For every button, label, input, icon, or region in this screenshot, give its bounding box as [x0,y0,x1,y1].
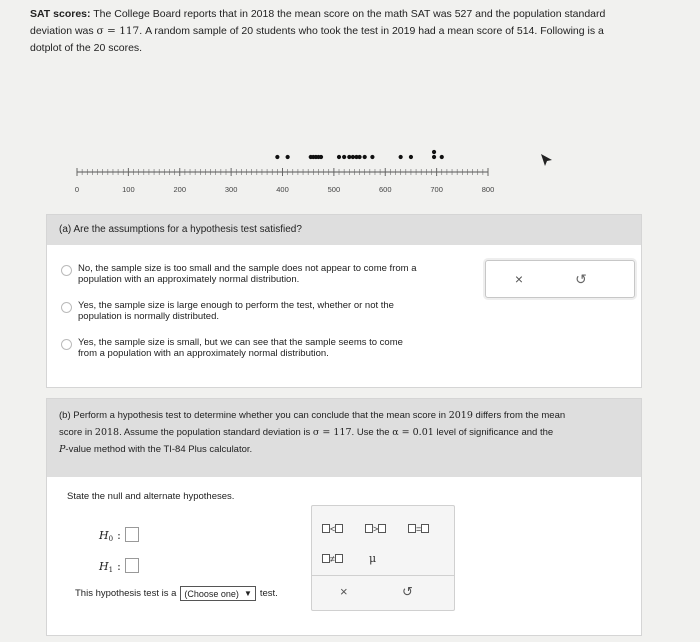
h1-input[interactable] [125,558,139,573]
option-a3-line1: Yes, the sample size is small, but we can see that the sample seems to come [78,337,403,348]
part-b-text: -value method with the TI-84 Plus calculator. [65,444,253,455]
greater-than-button[interactable] [365,524,386,534]
option-a1-line2: population with an approximately normal distribution. [78,274,300,285]
data-point [409,155,413,159]
data-point [351,155,355,159]
problem-line-2a: deviation was [30,25,97,37]
palette-undo-button[interactable]: ↺ [402,584,413,599]
data-point [357,155,361,159]
palette-clear-button[interactable]: × [340,584,348,599]
test-type-suffix: test. [259,588,278,599]
problem-line-3: dotplot of the 20 scores. [30,42,143,54]
year-2018: 2018 [94,427,120,438]
problem-statement [30,6,660,57]
dotplot-points [275,150,444,159]
data-point [370,155,374,159]
option-a2-line1: Yes, the sample size is large enough to perform the test, whether or not the [78,300,394,311]
option-a2-line2: population is normally distributed. [78,311,219,322]
less-than-button[interactable] [322,524,343,534]
equals-button[interactable] [408,524,429,534]
data-point [399,155,403,159]
tick-label: 600 [378,185,392,194]
test-type-row [75,586,278,601]
p-italic: P [59,444,66,455]
data-point [363,155,367,159]
data-point [432,155,436,159]
h1-subscript: 1 [108,566,114,574]
h1-label: H [99,560,109,573]
part-b-text: score in [59,427,95,438]
part-b-text: differs from the mean [472,410,566,421]
radio-button[interactable] [61,265,72,276]
option-a3[interactable] [61,337,478,359]
colon: : [117,560,121,573]
test-type-selected: (Choose one) [184,588,239,599]
part-a-panel [46,214,642,388]
not-equal-button[interactable] [322,554,343,564]
tick-label: 200 [173,185,187,194]
clear-button[interactable]: × [514,271,524,287]
tick-label: 100 [122,185,135,194]
dropdown-arrow-icon: ▼ [243,589,252,598]
state-hypotheses-label: State the null and alternate hypotheses. [67,491,235,502]
less-than-symbol: < [330,524,336,534]
colon: : [117,529,121,542]
mouse-cursor-icon [540,153,554,167]
data-point [440,155,444,159]
dotplot-axis [77,168,488,176]
h0-label: H [99,529,109,542]
null-hypothesis-row [99,527,139,543]
data-point [319,155,323,159]
part-b-panel [46,398,642,636]
test-type-select[interactable] [180,586,255,601]
test-type-prefix: This hypothesis test is a [75,588,177,599]
part-b-text: level of significance and the [433,427,554,438]
tick-label: 500 [327,185,341,194]
problem-line-2b: . A random sample of 20 students who took the test in 2019 had a mean score of 514. Following is a [139,25,604,37]
tick-label: 300 [224,185,238,194]
sigma-value: σ = 117 [312,427,352,438]
h0-input[interactable] [125,527,139,542]
data-point [347,155,351,159]
dotplot [0,140,520,200]
greater-than-symbol: > [373,524,379,534]
option-a2[interactable] [61,300,478,322]
undo-button[interactable]: ↺ [575,271,587,287]
part-b-text: . Use the [351,427,393,438]
data-point [342,155,346,159]
part-a-question: (a) Are the assumptions for a hypothesis test satisfied? [47,215,641,245]
tick-label: 400 [276,185,289,194]
problem-title: SAT scores: [30,8,91,20]
data-point [432,150,436,154]
radio-button[interactable] [61,302,72,313]
mu-button[interactable]: μ [369,552,377,565]
data-point [286,155,290,159]
option-a1-line1: No, the sample size is too small and the sample does not appear to come from a [78,263,417,274]
answer-tools [485,260,635,298]
data-point [337,155,341,159]
tick-label: 0 [74,185,80,194]
part-b-question [47,399,641,477]
problem-line-1: The College Board reports that in 2018 the mean score on the math SAT was 527 and the population standard [93,8,606,20]
alternate-hypothesis-row [99,558,139,574]
equals-symbol: = [416,524,422,534]
tick-label: 700 [430,185,443,194]
dotplot-tick-labels [75,185,494,194]
not-equal-symbol: ≠ [330,554,335,564]
alpha-value: α = 0.01 [392,427,434,438]
palette-divider [312,575,454,576]
sigma-value: σ = 117 [96,25,140,37]
option-a3-line2: from a population with an approximately normal distribution. [78,348,329,359]
part-b-text: . Assume the population standard deviation is [119,427,313,438]
radio-button[interactable] [61,339,72,350]
tick-label: 800 [481,185,495,194]
option-a1[interactable] [61,263,478,285]
year-2019: 2019 [448,410,473,421]
data-point [275,155,279,159]
part-b-text: (b) Perform a hypothesis test to determine whether you can conclude that the mean score in [59,410,449,421]
symbol-palette [311,505,455,611]
h0-subscript: 0 [108,535,114,543]
